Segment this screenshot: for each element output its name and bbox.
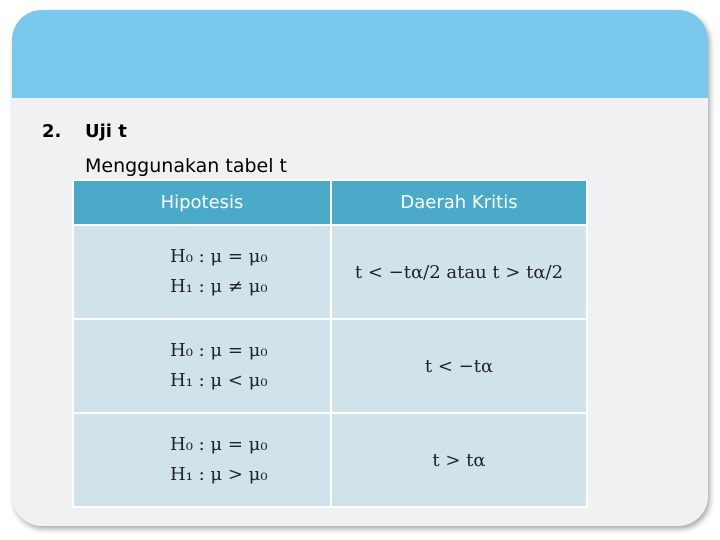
header-hipotesis: Hipotesis	[73, 180, 331, 225]
alt-hypothesis: H₁ : μ > μ₀	[170, 464, 268, 485]
table-row	[73, 413, 587, 507]
alt-hypothesis: H₁ : μ ≠ μ₀	[170, 276, 268, 297]
hypothesis-cell	[73, 413, 331, 507]
hypothesis-table	[72, 179, 588, 508]
item-title: Uji t	[85, 121, 127, 142]
null-hypothesis: H₀ : μ = μ₀	[170, 434, 268, 455]
critical-region: t > tα	[432, 449, 486, 471]
table-row	[73, 319, 587, 413]
hypothesis-cell	[73, 319, 331, 413]
table-row	[73, 225, 587, 319]
alt-hypothesis: H₁ : μ < μ₀	[170, 370, 268, 391]
critical-region: t < −tα	[424, 355, 494, 377]
item-number: 2.	[42, 121, 62, 142]
title-banner	[12, 10, 708, 98]
null-hypothesis: H₀ : μ = μ₀	[170, 340, 268, 361]
null-hypothesis: H₀ : μ = μ₀	[170, 246, 268, 267]
critical-region-cell	[331, 413, 587, 507]
critical-region-cell	[331, 319, 587, 413]
critical-region: t < −tα/2 atau t > tα/2	[354, 261, 564, 283]
hypothesis-cell	[73, 225, 331, 319]
table-header-row	[73, 180, 587, 225]
critical-region-cell	[331, 225, 587, 319]
item-subtitle: Menggunakan tabel t	[85, 155, 287, 177]
header-daerah-kritis: Daerah Kritis	[331, 180, 587, 225]
